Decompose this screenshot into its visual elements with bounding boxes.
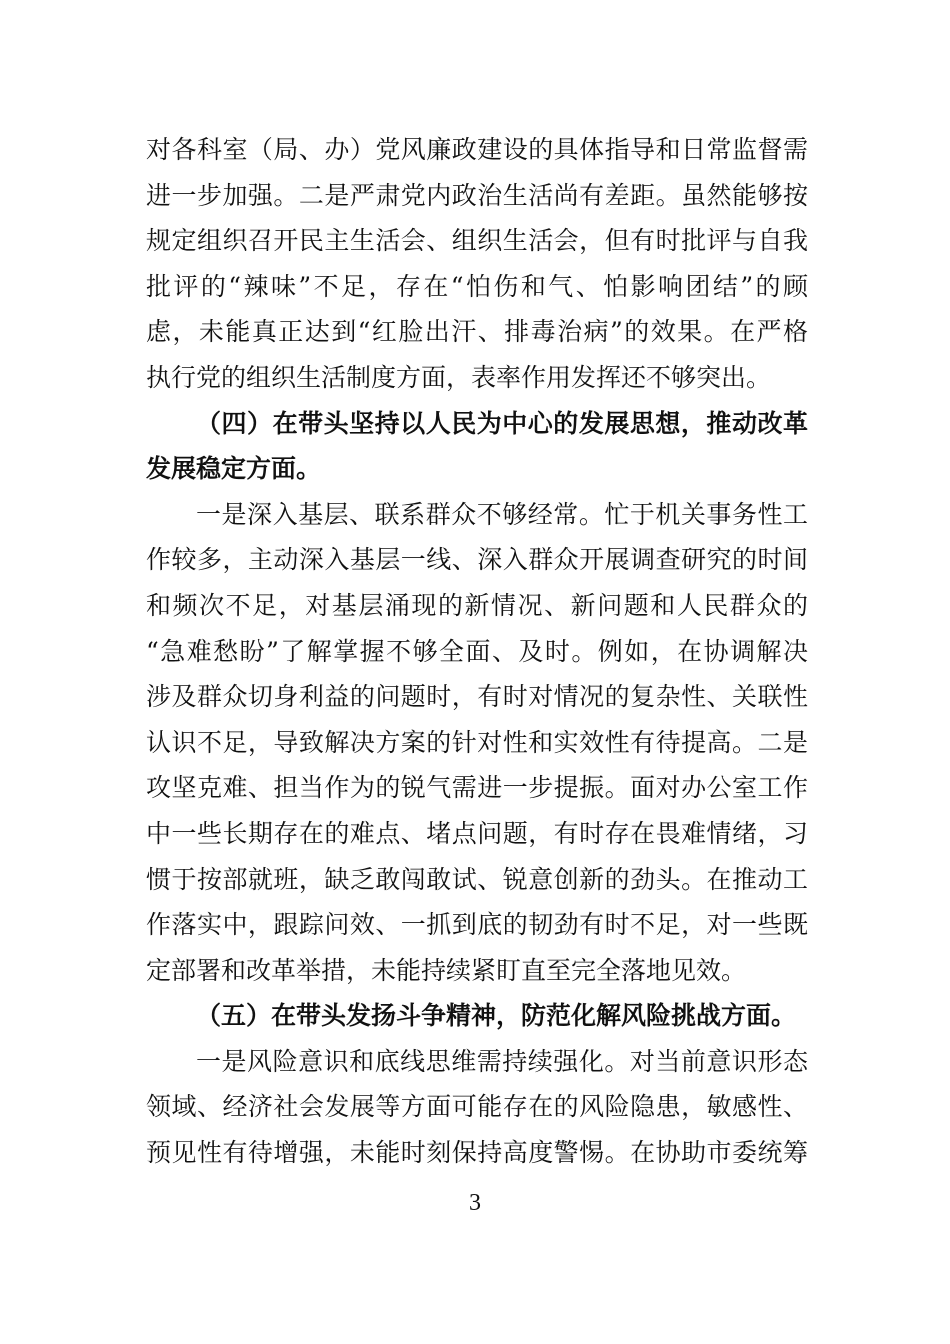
body-line: 作较多，主动深入基层一线、深入群众开展调查研究的时间 — [146, 545, 808, 575]
body-line: 作落实中，跟踪问效、一抓到底的韧劲有时不足，对一些既 — [146, 910, 808, 940]
body-line: 和频次不足，对基层涌现的新情况、新问题和人民群众的 — [146, 590, 808, 620]
body-line: 涉及群众切身利益的问题时，有时对情况的复杂性、关联性 — [146, 682, 808, 712]
body-line: 规定组织召开民主生活会、组织生活会，但有时批评与自我 — [146, 226, 808, 256]
body-line: 认识不足，导致解决方案的针对性和实效性有待提高。二是 — [146, 727, 808, 757]
body-line: 定部署和改革举措，未能持续紧盯直至完全落地见效。 — [146, 955, 747, 985]
body-line: “急难愁盼”了解掌握不够全面、及时。例如，在协调解决 — [146, 636, 808, 666]
body-line: 对各科室（局、办）党风廉政建设的具体指导和日常监督需 — [146, 135, 808, 164]
body-line: 一是深入基层、联系群众不够经常。忙于机关事务性工 — [196, 499, 808, 529]
body-line: 领域、经济社会发展等方面可能存在的风险隐患，敏感性、 — [146, 1092, 808, 1122]
body-line: 批评的“辣味”不足，存在“怕伤和气、怕影响团结”的顾 — [146, 271, 808, 301]
body-line: 攻坚克难、担当作为的锐气需进一步提振。面对办公室工作 — [146, 773, 808, 803]
body-line: 中一些长期存在的难点、堵点问题，有时存在畏难情绪，习 — [146, 818, 808, 848]
body-line: 惯于按部就班，缺乏敢闯敢试、锐意创新的劲头。在推动工 — [146, 864, 808, 894]
section-heading-four-cont: 发展稳定方面。 — [146, 454, 322, 484]
body-line: 进一步加强。二是严肃党内政治生活尚有差距。虽然能够按 — [146, 180, 808, 210]
body-line: 虑，未能真正达到“红脸出汗、排毒治病”的效果。在严格 — [146, 317, 808, 347]
body-line: 执行党的组织生活制度方面，表率作用发挥还不够突出。 — [146, 362, 772, 392]
document-body — [146, 127, 808, 1176]
section-heading-five: （五）在带头发扬斗争精神，防范化解风险挑战方面。 — [196, 1001, 797, 1031]
body-line: 一是风险意识和底线思维需持续强化。对当前意识形态 — [196, 1046, 808, 1076]
page-number: 3 — [469, 1190, 481, 1216]
body-line: 预见性有待增强，未能时刻保持高度警惕。在协助市委统筹 — [146, 1138, 808, 1168]
section-heading-four: （四）在带头坚持以人民为中心的发展思想，推动改革 — [196, 408, 808, 438]
